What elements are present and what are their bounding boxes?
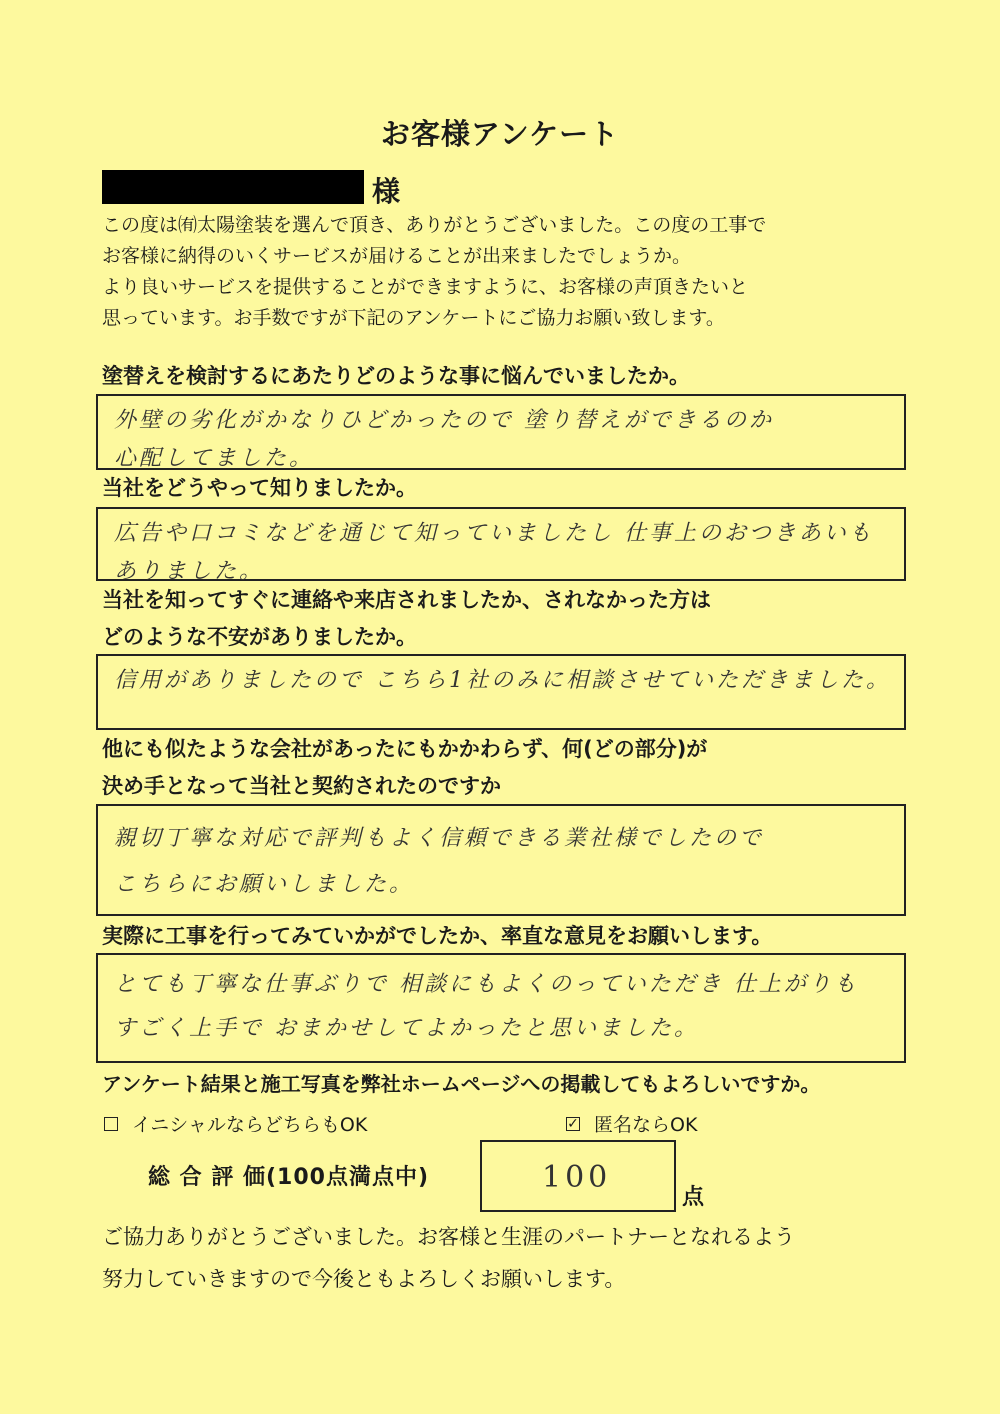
answer-text-4: 親切丁寧な対応で評判もよく信頼できる業社様でしたので こちらにお願いしました。 bbox=[114, 826, 765, 897]
score-box[interactable] bbox=[480, 1140, 676, 1212]
answer-box-1[interactable] bbox=[96, 394, 906, 470]
score-value: 100 bbox=[542, 1160, 612, 1195]
closing-line: ご協力ありがとうございました。お客様と生涯のパートナーとなれるよう bbox=[102, 1225, 795, 1249]
overall-score-label: 総 合 評 価(100点満点中) bbox=[148, 1165, 430, 1190]
answer-text-2: 広告や口コミなどを通じて知っていましたし 仕事上のおつきあいも ありました。 bbox=[114, 521, 874, 584]
page-title: お客様アンケート bbox=[380, 117, 620, 151]
answer-text-5: とても丁寧な仕事ぶりで 相談にもよくのっていただき 仕上がりも すごく上手で おまかせしてよかったと思いました。 bbox=[114, 972, 859, 1041]
answer-text-1: 外壁の劣化がかなりひどかったので 塗り替えができるのか 心配してました。 bbox=[114, 408, 774, 471]
intro-line: お客様に納得のいくサービスが届けることが出来ましたでしょうか。 bbox=[102, 245, 692, 267]
option-anonymous[interactable] bbox=[566, 1110, 697, 1137]
redacted-customer-name bbox=[102, 170, 364, 204]
question-2: 当社をどうやって知りましたか。 bbox=[102, 476, 417, 500]
answer-box-2[interactable] bbox=[96, 507, 906, 584]
question-4: 他にも似たような会社があったにもかかわらず、何(どの部分)が 決め手となって当社と契約されたのですか bbox=[102, 737, 708, 798]
answer-box-5[interactable] bbox=[96, 953, 906, 1063]
publication-consent-question: アンケート結果と施工写真を弊社ホームページへの掲載してもよろしいですか。 bbox=[102, 1072, 821, 1096]
answer-box-4[interactable] bbox=[96, 804, 906, 916]
intro-line: より良いサービスを提供することができますように、お客様の声頂きたいと bbox=[102, 276, 749, 298]
closing-message bbox=[102, 1216, 922, 1300]
option-initials-label: イニシャルならどちらもOK bbox=[132, 1114, 368, 1136]
score-unit: 点 bbox=[682, 1185, 705, 1210]
intro-line: この度は㈲太陽塗装を選んで頂き、ありがとうございました。この度の工事で bbox=[102, 214, 767, 236]
answer-text-3: 信用がありましたので こちら1社のみに相談させていただきました。 bbox=[114, 668, 891, 693]
answer-box-3[interactable] bbox=[96, 654, 906, 730]
checkbox-initials[interactable] bbox=[104, 1117, 118, 1131]
question-1: 塗替えを検討するにあたりどのような事に悩んでいましたか。 bbox=[102, 364, 690, 388]
addressee-suffix: 様 bbox=[372, 175, 401, 208]
question-3: 当社を知ってすぐに連絡や来店されましたか、されなかった方は どのような不安がありましたか。 bbox=[102, 588, 711, 649]
intro-line: 思っています。お手数ですが下記のアンケートにご協力お願い致します。 bbox=[102, 307, 725, 329]
option-initials[interactable] bbox=[104, 1110, 367, 1137]
option-anonymous-label: 匿名ならOK bbox=[594, 1114, 698, 1136]
intro-text bbox=[102, 210, 902, 334]
checkbox-anonymous-checked[interactable]: ✓ bbox=[567, 1115, 579, 1132]
question-5: 実際に工事を行ってみていかがでしたか、率直な意見をお願いします。 bbox=[102, 924, 773, 948]
closing-line: 努力していきますので今後ともよろしくお願いします。 bbox=[102, 1267, 626, 1291]
